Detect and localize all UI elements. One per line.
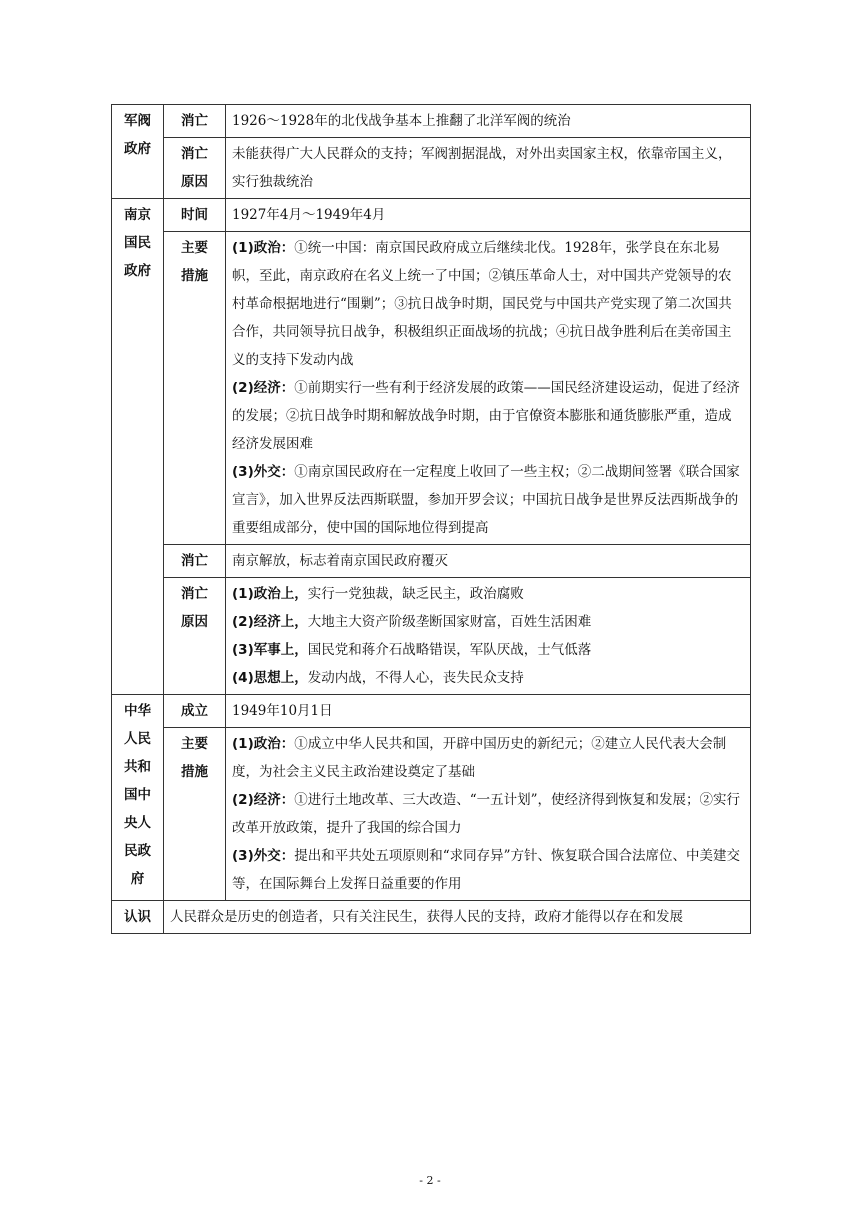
table-row [112, 232, 751, 545]
label-nanjing-time: 时间 [164, 199, 226, 232]
table-row [112, 138, 751, 199]
list-item: (2)经济：①前期实行一些有利于经济发展的政策——国民经济建设运动，促进了经济的发展；②抗日战争时期和解放战争时期，由于官僚资本膨胀和通货膨胀严重，造成经济发展困难 [232, 380, 740, 452]
label-insight: 认识 [112, 901, 164, 934]
list-item: (2)经济上，大地主大资产阶级垄断国家财富，百姓生活困难 [232, 614, 592, 630]
label-nanjing-demise: 消亡 [164, 545, 226, 578]
nanjing-demise-reasons [226, 578, 751, 695]
text-insight: 人民群众是历史的创造者，只有关注民生，获得人民的支持，政府才能得以存在和发展 [164, 901, 751, 934]
text-warlord-demise: 1926～1928年的北伐战争基本上推翻了北洋军阀的统治 [226, 105, 751, 138]
list-item: (1)政治上，实行一党独裁，缺乏民主，政治腐败 [232, 586, 524, 602]
table-row [112, 695, 751, 728]
label-prc-measures: 主要措施 [164, 728, 226, 901]
table-row [112, 545, 751, 578]
government-comparison-table [111, 104, 751, 934]
text-nanjing-demise: 南京解放，标志着南京国民政府覆灭 [226, 545, 751, 578]
table-row [112, 199, 751, 232]
label-warlord-demise: 消亡 [164, 105, 226, 138]
label-nanjing-demise-reason: 消亡原因 [164, 578, 226, 695]
table-row [112, 728, 751, 901]
label-warlord-demise-reason: 消亡原因 [164, 138, 226, 199]
list-item: (4)思想上，发动内战，不得人心，丧失民众支持 [232, 670, 524, 686]
page-number: - 2 - [419, 1174, 441, 1187]
table-row [112, 901, 751, 934]
text-nanjing-time: 1927年4月～1949年4月 [226, 199, 751, 232]
category-nanjing: 南京国民政府 [112, 199, 164, 695]
list-item: (1)政治：①成立中华人民共和国，开辟中国历史的新纪元；②建立人民代表大会制度，为社会主义民主政治建设奠定了基础 [232, 736, 727, 780]
text-prc-founded: 1949年10月1日 [226, 695, 751, 728]
list-item: (3)外交：①南京国民政府在一定程度上收回了一些主权；②二战期间签署《联合国家宣言》，加入世界反法西斯联盟，参加开罗会议；中国抗日战争是世界反法西斯战争的重要组成部分，使中国的国际地位得到提高 [232, 464, 740, 536]
text-warlord-demise-reason: 未能获得广大人民群众的支持；军阀割据混战，对外出卖国家主权，依靠帝国主义，实行独裁统治 [226, 138, 751, 199]
category-warlord: 军阀政府 [112, 105, 164, 199]
nanjing-measures [226, 232, 751, 545]
label-prc-founded: 成立 [164, 695, 226, 728]
label-nanjing-measures: 主要措施 [164, 232, 226, 545]
list-item: (2)经济：①进行土地改革、三大改造、“一五计划”，使经济得到恢复和发展；②实行改革开放政策，提升了我国的综合国力 [232, 792, 741, 836]
list-item: (3)外交：提出和平共处五项原则和“求同存异”方针、恢复联合国合法席位、中美建交等，在国际舞台上发挥日益重要的作用 [232, 848, 741, 892]
list-item: (3)军事上，国民党和蒋介石战略错误，军队厌战，士气低落 [232, 642, 592, 658]
prc-measures [226, 728, 751, 901]
table-row [112, 105, 751, 138]
category-prc: 中华人民共和国中央人民政府 [112, 695, 164, 901]
list-item: (1)政治：①统一中国：南京国民政府成立后继续北伐。1928年，张学良在东北易帜，至此，南京政府在名义上统一了中国；②镇压革命人士，对中国共产党领导的农村革命根据地进行“围剿”；③抗日战争时期，国民党与中国共产党实现了第二次国共合作，共同领导抗日战争，积极组织正面战场的抗战；④抗日战争胜利后在美帝国主义的支持下发动内战 [232, 240, 732, 368]
table-row [112, 578, 751, 695]
